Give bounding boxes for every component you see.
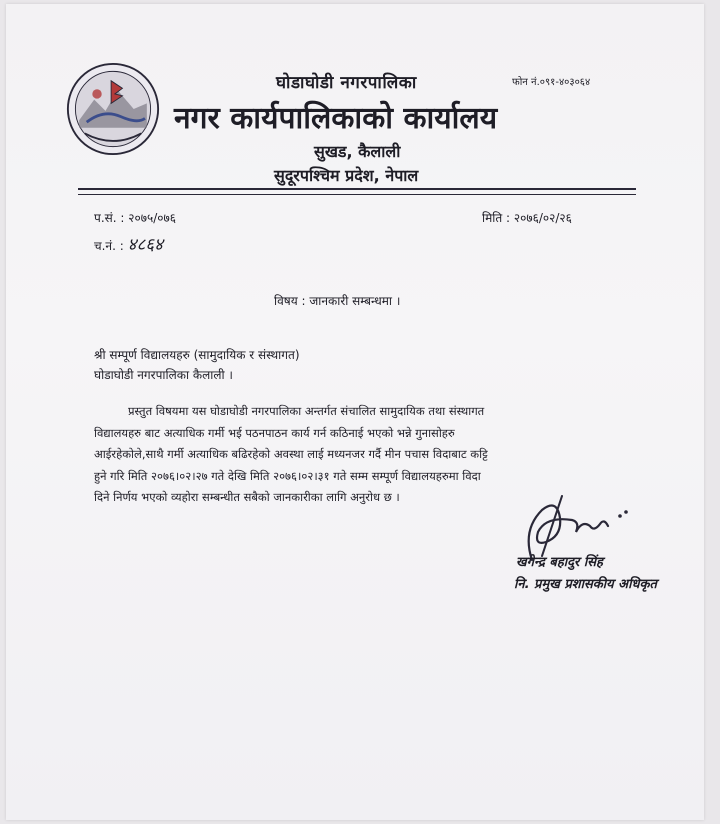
letterhead-divider-thick [78, 188, 636, 190]
body-line: हुने गरि मिति २०७६।०२।२७ गते देखि मिति २०७६।०२।३१ गते सम्म सम्पूर्ण विद्यालयहरुमा विदा [94, 468, 481, 483]
body-line: दिने निर्णय भएको व्यहोरा सम्बन्धीत सबैको जानकारीका लागि अनुरोध छ । [94, 490, 400, 504]
office-province: सुदूरपश्चिम प्रदेश, नेपाल [274, 166, 419, 185]
dispatch-number [94, 232, 163, 255]
dispatch-label: च.नं. : [94, 239, 124, 253]
addressee-line-2: घोडाघोडी नगरपालिका कैलाली । [94, 368, 233, 382]
letter-date: मिति : २०७६/०२/२६ [482, 211, 572, 225]
office-name: नगर कार्यपालिकाको कार्यालय [174, 101, 498, 136]
letterhead-divider-thin [78, 194, 636, 195]
signatory-title: नि. प्रमुख प्रशासकीय अधिकृत [514, 577, 657, 592]
body-line: आईरहेकोले,साथै गर्मी अत्याधिक बढिरहेको अवस्था लाई मध्यनजर गर्दै मीन पचास विदाबाट कट्टि [94, 447, 488, 461]
addressee-line-1: श्री सम्पूर्ण विद्यालयहरु (सामुदायिक र संस्थागत) [94, 348, 300, 362]
municipality-name: घोडाघोडी नगरपालिका [276, 73, 417, 93]
letter-page [6, 4, 704, 820]
letter-subject: विषय : जानकारी सम्बन्धमा । [274, 294, 401, 308]
body-line: विद्यालयहरु बाट अत्याधिक गर्मी भई पठनपाठन कार्य गर्न कठिनाई भएको भन्ने गुनासोहरु [94, 425, 455, 440]
body-line: प्रस्तुत विषयमा यस घोडाघोडी नगरपालिका अन्तर्गत संचालित सामुदायिक तथा संस्थागत [128, 404, 485, 418]
municipality-emblem-logo [66, 62, 160, 156]
dispatch-value: ४८६४ [127, 235, 163, 255]
office-city: सुखड, कैलाली [314, 142, 401, 161]
office-phone: फोन नं.०९१-४०३०६४ [512, 77, 591, 88]
signatory-name: खगेन्द्र बहादुर सिंह [516, 555, 603, 570]
reference-number: प.सं. : २०७५/०७६ [94, 211, 176, 225]
